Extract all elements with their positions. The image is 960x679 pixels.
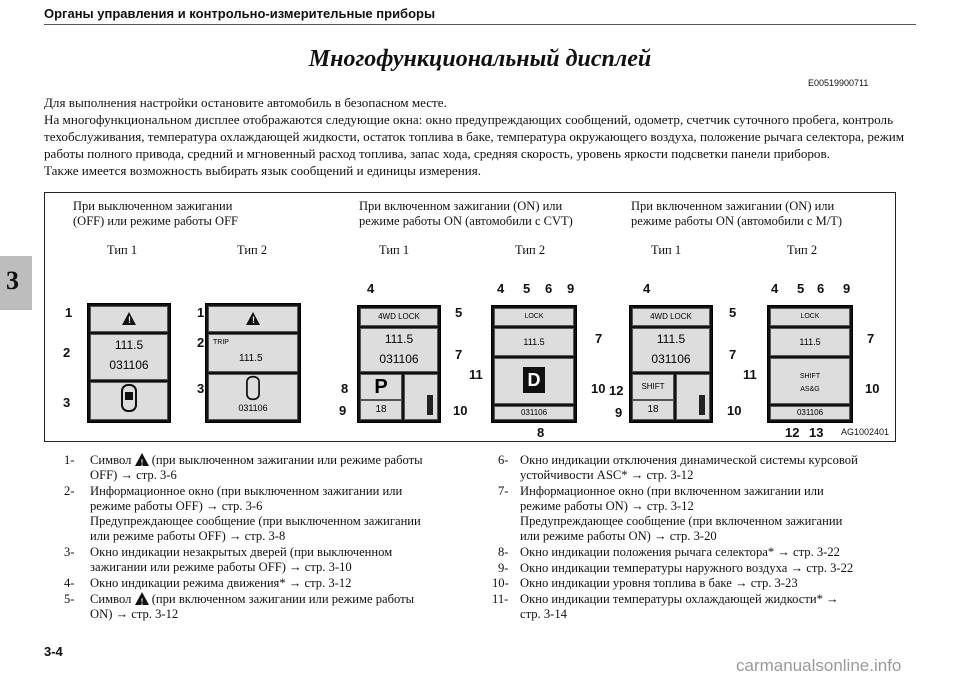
odo-window — [494, 406, 574, 420]
gear-window: P — [360, 374, 402, 400]
display-cvt-type2 — [491, 305, 577, 423]
legend-line: Окно индикации режима движения* → стр. 3-12 — [90, 576, 352, 590]
legend-line: Символ — [90, 453, 132, 467]
callout-9: 9 — [339, 403, 347, 418]
watermark: carmanualsonline.info — [736, 656, 902, 675]
legend-line: Предупреждающее сообщение (при выключенном зажигании — [90, 514, 421, 528]
legend-line: Окно индикации температуры наружного воздуха → стр. 3-22 — [520, 561, 854, 575]
fuel-bar — [427, 395, 433, 415]
lock-text: LOCK — [524, 313, 544, 320]
callout-7: 7 — [867, 331, 875, 346]
intro-line-1: Для выполнения настройки остановите автомобиль в безопасном месте. — [44, 95, 447, 110]
fuel-window — [404, 374, 438, 420]
caption-cvt — [359, 199, 573, 229]
warning-icon: ! — [246, 312, 260, 325]
odo-value: 031106 — [796, 408, 824, 417]
callout-4: 4 — [771, 281, 779, 296]
odo-value: 031106 — [238, 403, 268, 413]
caption-off-l2: (OFF) или режиме работы OFF — [73, 214, 238, 228]
callout-7: 7 — [455, 347, 463, 362]
caption-mt-l2: режиме работы ON (автомобили с M/T) — [631, 214, 843, 228]
legend-line: Окно индикации незакрытых дверей (при выключенном — [90, 545, 393, 559]
callout-7: 7 — [595, 331, 603, 346]
info-window — [360, 328, 438, 372]
callout-5: 5 — [797, 281, 805, 296]
trip-value: 111.5 — [239, 353, 263, 364]
legend-line: зажигании или режиме работы OFF) → стр. 3-10 — [90, 560, 352, 574]
callout-12: 12 — [785, 425, 800, 440]
running-header: Органы управления и контрольно-измерительные приборы — [44, 6, 436, 21]
page-title: Многофункциональный дисплей — [308, 46, 652, 72]
legend-line: (при выключенном зажигании или режиме работы — [151, 453, 423, 467]
odo-window — [770, 406, 850, 420]
callout-1: 1 — [65, 305, 73, 320]
callout-8: 8 — [341, 381, 349, 396]
intro-text — [44, 94, 916, 179]
legend-line: стр. 3-14 — [520, 607, 567, 621]
legend-num: 5- — [64, 592, 75, 606]
legend-item-1 — [64, 453, 423, 468]
warning-window — [90, 306, 168, 332]
callout-2: 2 — [63, 345, 71, 360]
info-window — [632, 328, 710, 372]
legend-line: Информационное окно (при включенном зажигании или — [520, 484, 824, 498]
display-cvt-type1 — [357, 305, 441, 423]
page-number: 3-4 — [44, 644, 63, 659]
callout-11: 11 — [469, 367, 483, 382]
legend-line: Символ — [90, 592, 132, 606]
callout-12: 12 — [609, 383, 624, 398]
callout-5: 5 — [523, 281, 531, 296]
legend-num: 11- — [492, 592, 509, 606]
legend-text — [90, 453, 423, 468]
legend-num: 7- — [498, 484, 509, 498]
callout-3: 3 — [63, 395, 71, 410]
trip-value: 111.5 — [523, 337, 545, 347]
display-mt-type2 — [767, 305, 853, 423]
trip-value: 111.5 — [799, 337, 821, 347]
legend-text — [90, 592, 414, 607]
figure-code: AG1002401 — [840, 427, 889, 437]
callout-9: 9 — [843, 281, 851, 296]
trip-value: 111.5 — [656, 332, 686, 346]
legend-line: Информационное окно (при выключенном зажигании или — [90, 484, 403, 498]
warning-window — [208, 306, 298, 332]
info-window — [494, 328, 574, 356]
display-figure — [44, 192, 896, 442]
info-window — [90, 334, 168, 380]
fuel-bar — [699, 395, 705, 415]
intro-line-3: Также имеется возможность выбирать язык сообщений и единицы измерения. — [44, 163, 482, 178]
lock-text: LOCK — [800, 313, 820, 320]
callout-6: 6 — [817, 281, 825, 296]
legend-num: 6- — [498, 453, 509, 467]
chapter-number: 3 — [6, 266, 19, 295]
shift-text: SHIFT — [799, 373, 821, 380]
callout-10: 10 — [727, 403, 742, 418]
callout-8: 8 — [537, 425, 545, 440]
drive-mode-window — [632, 308, 710, 326]
legend-line: режиме работы OFF) → стр. 3-6 — [90, 499, 263, 513]
temp-window: 18 — [632, 400, 674, 420]
callout-9: 9 — [567, 281, 575, 296]
callout-1: 1 — [197, 305, 205, 320]
type-label: Тип 2 — [787, 243, 818, 257]
legend-line: (при включенном зажигании или режиме работы — [151, 592, 415, 606]
drive-mode-text: 4WD LOCK — [650, 312, 692, 321]
section-code: E00519900711 — [808, 78, 869, 88]
callout-5: 5 — [455, 305, 463, 320]
car-top-icon — [119, 383, 139, 413]
callout-9: 9 — [615, 405, 623, 420]
odo-value: 031106 — [520, 408, 548, 417]
intro-line-2: На многофункциональном дисплее отображаются следующие окна: окно предупреждающих сообщений, одометр, счетчик суточного пробега, контроль техобслуживания, температура охлаждающей жидкости, остаток топлива в баке, температура окружающего воздуха, положение рычага селектора, режим работы полного привода, средний и мгновенный расход топлива, запас хода, средняя скорость, уровень яркости подсветки панели приборов. — [44, 112, 905, 161]
legend-line: устойчивости ASC* → стр. 3-12 — [520, 468, 694, 482]
legend-num: 3- — [64, 545, 75, 559]
legend-line: ON) → стр. 3-12 — [90, 607, 179, 621]
legend-item-5 — [64, 592, 415, 607]
door-window — [90, 382, 168, 420]
legend-line: режиме работы ON) → стр. 3-12 — [520, 499, 694, 513]
legend-num: 10- — [492, 576, 509, 590]
info-window — [208, 334, 298, 372]
legend-line: Окно индикации отключения динамической системы курсовой — [520, 453, 858, 467]
callout-5: 5 — [729, 305, 737, 320]
caption-cvt-l2: режиме работы ON (автомобили с CVT) — [359, 214, 573, 228]
type-label: Тип 1 — [651, 243, 682, 257]
car-top-icon — [244, 375, 262, 401]
callout-13: 13 — [809, 425, 824, 440]
odo-value: 031106 — [651, 352, 691, 366]
warning-icon: ! — [135, 592, 149, 605]
callout-7: 7 — [729, 347, 737, 362]
legend-line: Окно индикации уровня топлива в баке → стр. 3-23 — [520, 576, 798, 590]
legend-num: 9- — [498, 561, 509, 575]
trip-value: 111.5 — [384, 332, 414, 346]
callout-4: 4 — [367, 281, 375, 296]
warning-icon: ! — [135, 453, 149, 466]
legend-num: 8- — [498, 545, 509, 559]
display-mt-type1 — [629, 305, 713, 423]
type-label: Тип 2 — [237, 243, 268, 257]
legend-line: Предупреждающее сообщение (при включенном зажигании — [520, 514, 843, 528]
callout-10: 10 — [865, 381, 880, 396]
drive-mode-window — [770, 308, 850, 326]
door-window — [208, 374, 298, 420]
fuel-window — [676, 374, 710, 420]
callout-6: 6 — [545, 281, 553, 296]
type-label: Тип 2 — [515, 243, 546, 257]
caption-mt — [631, 199, 842, 229]
shift-window — [770, 358, 850, 404]
caption-cvt-l1: При включенном зажигании (ON) или — [359, 199, 563, 213]
display-off-type2 — [205, 303, 301, 423]
callout-4: 4 — [643, 281, 651, 296]
legend-num: 1- — [64, 453, 75, 467]
drive-mode-window — [360, 308, 438, 326]
trip-value: 111.5 — [114, 338, 144, 352]
legend-num: 4- — [64, 576, 75, 590]
odo-value: 031106 — [109, 358, 149, 372]
gear-window — [494, 358, 574, 404]
odo-value: 031106 — [379, 352, 419, 366]
info-window — [770, 328, 850, 356]
temp-window: 18 — [360, 400, 402, 420]
drive-mode-text: 4WD LOCK — [378, 312, 420, 321]
callout-3: 3 — [197, 381, 205, 396]
warning-icon: ! — [122, 312, 136, 325]
callout-4: 4 — [497, 281, 505, 296]
legend-num: 2- — [64, 484, 75, 498]
callout-2: 2 — [197, 335, 205, 350]
shift-window: SHIFT — [632, 374, 674, 400]
callout-10: 10 — [453, 403, 468, 418]
type-label: Тип 1 — [107, 243, 138, 257]
chapter-tab — [0, 256, 32, 310]
legend-line: или режиме работы ON) → стр. 3-20 — [520, 529, 717, 543]
caption-off-l1: При выключенном зажигании — [73, 199, 233, 213]
callout-11: 11 — [743, 367, 757, 382]
caption-mt-l1: При включенном зажигании (ON) или — [631, 199, 835, 213]
legend-line: Окно индикации температуры охлаждающей жидкости* → — [520, 592, 839, 606]
asg-text: AS&G — [800, 386, 820, 393]
legend-line: OFF) → стр. 3-6 — [90, 468, 177, 482]
caption-off — [73, 199, 238, 229]
callout-10: 10 — [591, 381, 606, 396]
trip-label: TRIP — [213, 339, 229, 346]
legend-line: Окно индикации положения рычага селектора* → стр. 3-22 — [520, 545, 840, 559]
gear-value: D — [523, 367, 545, 393]
legend-line: или режиме работы OFF) → стр. 3-8 — [90, 529, 286, 543]
type-label: Тип 1 — [379, 243, 410, 257]
display-off-type1 — [87, 303, 171, 423]
header-rule — [44, 24, 916, 25]
drive-mode-window — [494, 308, 574, 326]
